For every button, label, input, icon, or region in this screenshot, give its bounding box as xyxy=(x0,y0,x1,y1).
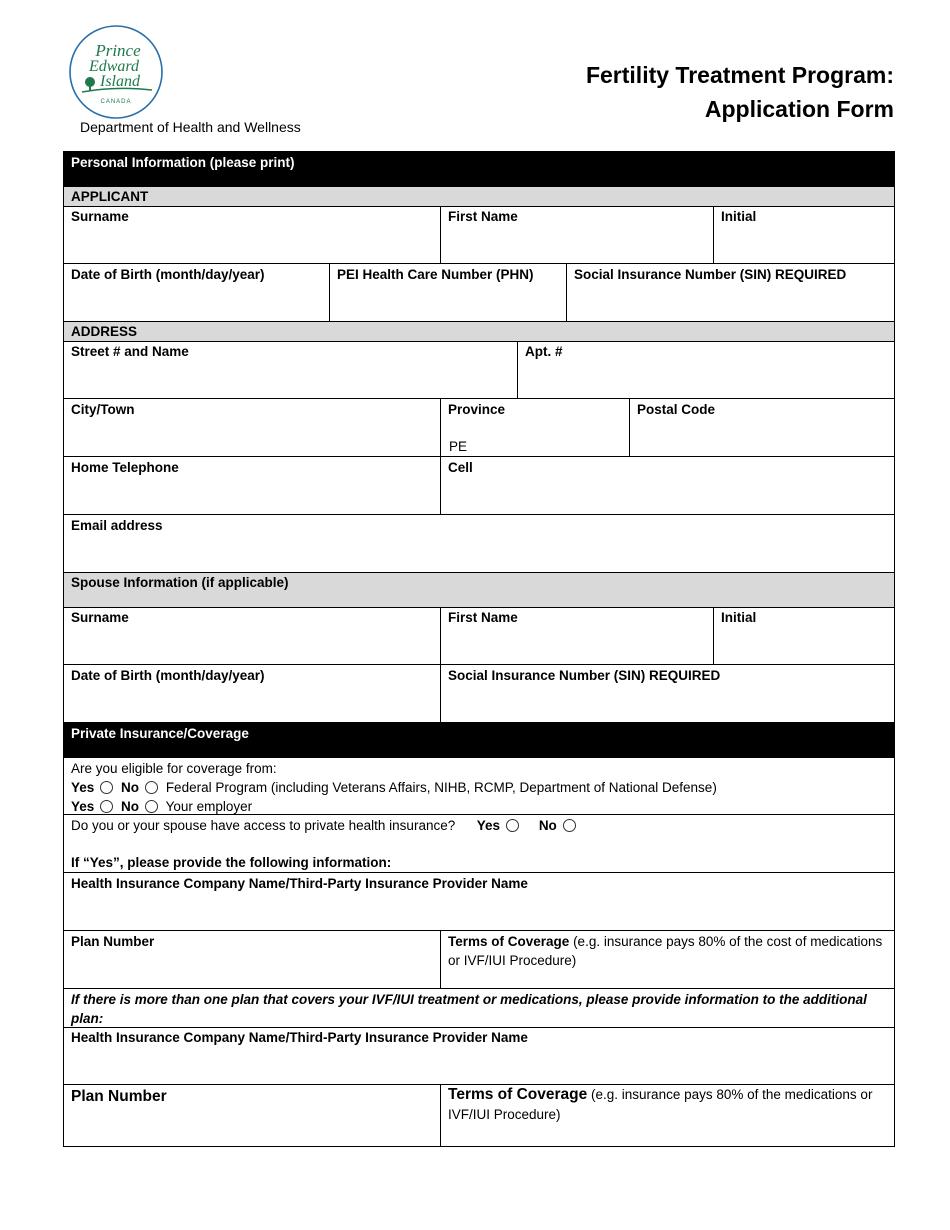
spouse-dob-field[interactable] xyxy=(64,665,441,722)
private-insurance-row xyxy=(71,816,887,835)
spouse-initial-label: Initial xyxy=(721,610,757,625)
applicant-surname-field[interactable] xyxy=(64,206,441,263)
private-no-radio[interactable] xyxy=(563,819,576,832)
email-row xyxy=(63,515,895,573)
terms-of-coverage-2-field[interactable] xyxy=(441,1085,894,1146)
eligibility-block xyxy=(63,757,895,815)
title-line-1: Fertility Treatment Program: xyxy=(585,62,894,88)
plan-row xyxy=(63,931,895,989)
applicant-sin-label: Social Insurance Number (SIN) REQUIRED xyxy=(574,267,847,282)
employer-label: Your employer xyxy=(165,799,253,814)
insurance-company-2-label: Health Insurance Company Name/Third-Party Insurance Provider Name xyxy=(71,1030,528,1045)
employer-no-radio[interactable] xyxy=(145,800,158,813)
applicant-first-name-field[interactable] xyxy=(441,206,714,263)
federal-option-row xyxy=(71,778,887,797)
applicant-dob-label: Date of Birth (month/day/year) xyxy=(71,267,265,282)
pei-logo xyxy=(68,24,164,120)
logo-text-edward: Edward xyxy=(88,58,140,75)
city-row xyxy=(63,399,895,457)
terms-of-coverage-field[interactable] xyxy=(441,931,894,988)
home-telephone-label: Home Telephone xyxy=(71,460,179,475)
if-yes-instruction: If “Yes”, please provide the following information: xyxy=(71,855,392,870)
home-telephone-field[interactable] xyxy=(64,457,441,514)
apt-label: Apt. # xyxy=(525,344,563,359)
company-row xyxy=(63,873,895,931)
plan2-row xyxy=(63,1085,895,1147)
page-title xyxy=(586,58,894,126)
employer-yes-label: Yes xyxy=(71,799,95,814)
street-row xyxy=(63,341,895,399)
spouse-dob-label: Date of Birth (month/day/year) xyxy=(71,668,265,683)
federal-no-radio[interactable] xyxy=(145,781,158,794)
terms-of-coverage-label: Terms of Coverage xyxy=(448,934,570,949)
applicant-sin-field[interactable] xyxy=(567,264,894,321)
employer-yes-radio[interactable] xyxy=(100,800,113,813)
federal-no-label: No xyxy=(121,780,140,795)
terms-of-coverage-2-note: (e.g. insurance pays 80% of the medications or IVF/IUI Procedure) xyxy=(448,1087,873,1122)
spouse-first-name-field[interactable] xyxy=(441,607,714,664)
address-header: ADDRESS xyxy=(63,321,895,342)
street-field[interactable] xyxy=(64,341,518,398)
apt-field[interactable] xyxy=(518,341,894,398)
spouse-header: Spouse Information (if applicable) xyxy=(63,572,895,608)
phone-row xyxy=(63,457,895,515)
postal-code-field[interactable] xyxy=(630,399,894,456)
plan-number-2-label: Plan Number xyxy=(71,1088,167,1105)
postal-code-label: Postal Code xyxy=(637,402,716,417)
spouse-surname-field[interactable] xyxy=(64,607,441,664)
applicant-id-row xyxy=(63,264,895,322)
spouse-sin-label: Social Insurance Number (SIN) REQUIRED xyxy=(448,668,721,683)
private-no-label: No xyxy=(538,818,557,833)
eligibility-question: Are you eligible for coverage from: xyxy=(71,761,277,776)
applicant-initial-label: Initial xyxy=(721,209,757,224)
spouse-first-name-label: First Name xyxy=(448,610,518,625)
cell-label: Cell xyxy=(448,460,473,475)
plan-number-2-field[interactable] xyxy=(64,1085,441,1146)
applicant-first-name-label: First Name xyxy=(448,209,518,224)
applicant-header: APPLICANT xyxy=(63,186,895,207)
employer-no-label: No xyxy=(121,799,140,814)
cell-field[interactable] xyxy=(441,457,894,514)
personal-info-header: Personal Information (please print) xyxy=(63,151,895,187)
private-insurance-question: Do you or your spouse have access to private health insurance? xyxy=(71,818,456,833)
logo-text-canada: CANADA xyxy=(100,99,132,105)
plan-number-label: Plan Number xyxy=(71,934,155,949)
plan-number-field[interactable] xyxy=(64,931,441,988)
insurance-company-label: Health Insurance Company Name/Third-Party Insurance Provider Name xyxy=(71,876,528,891)
federal-program-label: Federal Program (including Veterans Affairs, NIHB, RCMP, Department of National Defense) xyxy=(165,780,717,795)
logo-text-island: Island xyxy=(100,73,140,90)
private-yes-radio[interactable] xyxy=(506,819,519,832)
applicant-name-row xyxy=(63,206,895,264)
private-yes-label: Yes xyxy=(476,818,501,833)
city-field[interactable] xyxy=(64,399,441,456)
applicant-phn-field[interactable] xyxy=(330,264,567,321)
street-label: Street # and Name xyxy=(71,344,189,359)
terms-of-coverage-note: (e.g. insurance pays 80% of the cost of medications or IVF/IUI Procedure) xyxy=(448,934,883,968)
additional-plan-note: If there is more than one plan that covers your IVF/IUI treatment or medications, please provide information to the additional plan: xyxy=(63,989,895,1028)
title-line-2: Application Form xyxy=(704,96,894,122)
spouse-id-row xyxy=(63,665,895,723)
province-value: PE xyxy=(449,439,468,454)
insurance-company-2-field[interactable] xyxy=(64,1027,894,1084)
terms-of-coverage-2-label: Terms of Coverage xyxy=(448,1086,588,1103)
insurance-header: Private Insurance/Coverage xyxy=(63,722,895,758)
email-label: Email address xyxy=(71,518,163,533)
applicant-surname-label: Surname xyxy=(71,209,129,224)
applicant-phn-label: PEI Health Care Number (PHN) xyxy=(337,267,534,282)
department-name: Department of Health and Wellness xyxy=(80,119,301,135)
spouse-surname-label: Surname xyxy=(71,610,129,625)
province-field[interactable] xyxy=(441,399,630,456)
applicant-initial-field[interactable] xyxy=(714,206,894,263)
employer-option-row xyxy=(71,797,887,816)
private-insurance-block xyxy=(63,815,895,873)
company2-row xyxy=(63,1027,895,1085)
applicant-dob-field[interactable] xyxy=(64,264,330,321)
province-label: Province xyxy=(448,402,506,417)
federal-yes-label: Yes xyxy=(71,780,95,795)
city-label: City/Town xyxy=(71,402,135,417)
email-field[interactable] xyxy=(64,515,894,572)
spouse-name-row xyxy=(63,607,895,665)
insurance-company-field[interactable] xyxy=(64,873,894,930)
spouse-sin-field[interactable] xyxy=(441,665,894,722)
spouse-initial-field[interactable] xyxy=(714,607,894,664)
federal-yes-radio[interactable] xyxy=(100,781,113,794)
logo-text-prince: Prince xyxy=(95,41,141,60)
